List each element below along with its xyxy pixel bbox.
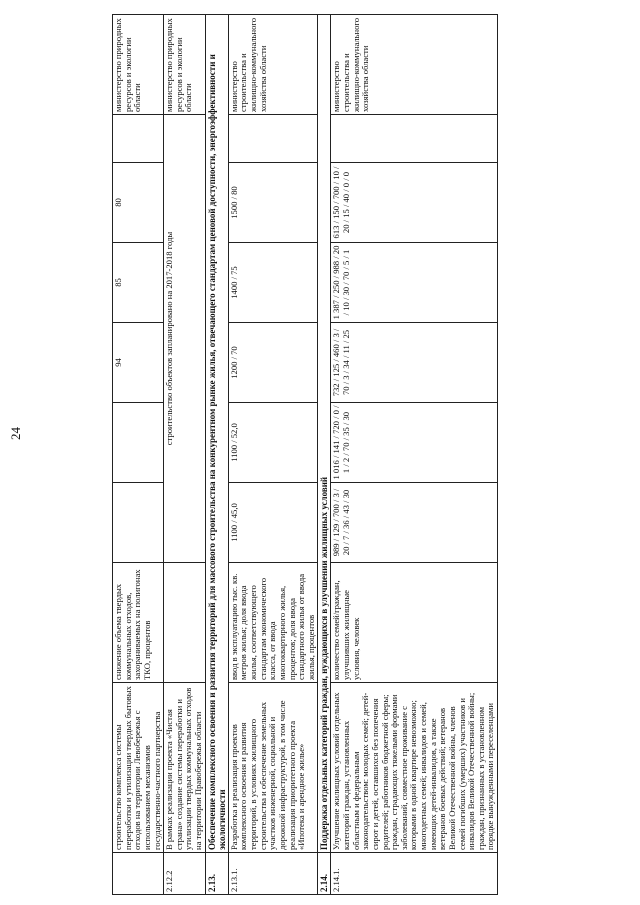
responsible: министерство природных ресурсов и экологии области (164, 15, 206, 115)
indicator: количество семей/граждан, улучшивших жилищные условия, человек (331, 563, 498, 683)
row-number: 2.14.1. (331, 853, 498, 895)
page-number: 24 (8, 427, 23, 440)
responsible: министерство природных ресурсов и экологии области (113, 15, 164, 115)
value-v2019: 1500 / 80 (228, 163, 318, 243)
table-row (228, 15, 318, 895)
row-number: 2.12.2 (164, 853, 206, 895)
row-number (113, 853, 164, 895)
value-v2017: 1200 / 70 (228, 323, 318, 403)
row-number: 2.13. (205, 853, 228, 895)
row-number: 2.13.1. (228, 853, 318, 895)
value-v2017: 732 / 125 / 460 / 3 / 70 / 3 / 34 / 11 / 25 (331, 323, 498, 403)
value-v2020 (113, 115, 164, 163)
merged-note: строительство объектов запланировано на 2017-2018 годы (164, 115, 206, 563)
responsible: министерство строительства и жилищно-коммунального хозяйства области (331, 15, 498, 115)
section-title: Обеспечение комплексного освоения и развития территорий для массового строительства на конкурентном рынке жилья, отвечающего стандартам ценовой доступности, энергоэффективности и экологичности (205, 15, 228, 853)
value-v2017: 94 (113, 323, 164, 403)
value-v2015 (113, 483, 164, 563)
value-v2018: 1 387 / 250 / 988 / 20 / 10 / 30 / 70 / 5 / 1 (331, 243, 498, 323)
value-v2016: 1 016 / 141 / 720 / 0 / 1 / 2 / 70 / 35 / 30 (331, 403, 498, 483)
section-row (318, 15, 331, 895)
value-v2015: 1100 / 45,0 (228, 483, 318, 563)
table-row (113, 15, 164, 895)
value-v2020 (331, 115, 498, 163)
value-v2015: 989 / 129 / 700 / 3 / 20 / 7 / 36 / 43 / 30 (331, 483, 498, 563)
value-v2018: 85 (113, 243, 164, 323)
indicator: снижение объема твердых коммунальных отходов, захораниваемых на полигонах ТКО, процентов (113, 563, 164, 683)
measure-name: Улучшение жилищных условий отдельных категорий граждан, установленных областным и федеральным законодательством: молодых семей; детей-сирот и детей, оставшихся без попечения родителей; работников бюджетной сферы; граждан, страдающих тяжелыми формами заболеваний, совместное проживание с которыми в одной квартире невозможно; многодетных семей; инвалидов и семей, имеющих детей-инвалидов, а также ветеранов боевых действий; ветеранов Великой Отечественной войны, членов семей погибших (умерших) участников и инвалидов Великой Отечественной войны; граждан, признанных в установленном порядке вынужденными переселенцами (331, 683, 498, 853)
measure-name: строительство комплекса системы переработки и утилизации твердых бытовых отходов на территории Левобережья с использованием механизмов государственно-частного партнерства (113, 683, 164, 853)
indicator: ввод в эксплуатацию тыс. кв. метров жилья; доля ввода жилья, соответствующего стандартам экономического класса, от ввода многоквартирного жилья, процентов; доля ввода стандартного жилья от ввода жилья, процентов (228, 563, 318, 683)
table-row (331, 15, 498, 895)
measure-name: В рамках реализации проекта «Чистая страна» создание системы переработки и утилизации твердых коммунальных отходов на территории Правобережья области (164, 683, 206, 853)
value-v2016: 1100 / 52,0 (228, 403, 318, 483)
section-row (205, 15, 228, 895)
value-v2019: 80 (113, 163, 164, 243)
value-v2019: 613 / 150 / 700 / 10 / 20 / 15 / 40 / 0 / 0 (331, 163, 498, 243)
program-table (112, 14, 498, 895)
table-row (164, 15, 206, 895)
row-number: 2.14. (318, 853, 331, 895)
indicator (164, 563, 206, 683)
section-title: Поддержка отдельных категорий граждан, нуждающихся в улучшении жилищных условий (318, 15, 331, 853)
responsible: министерство строительства и жилищно-коммунального хозяйства области (228, 15, 318, 115)
value-v2016 (113, 403, 164, 483)
rotated-table-container (112, 15, 622, 895)
measure-name: Разработка и реализация проектов комплексного освоения и развития территорий, в условиях жилищного строительства и обеспечение земельных участков инженерной, социальной и дорожной инфраструктурой, в том числе реализация приоритетного проекта «Ипотека и арендное жилье» (228, 683, 318, 853)
value-v2020 (228, 115, 318, 163)
value-v2018: 1400 / 75 (228, 243, 318, 323)
